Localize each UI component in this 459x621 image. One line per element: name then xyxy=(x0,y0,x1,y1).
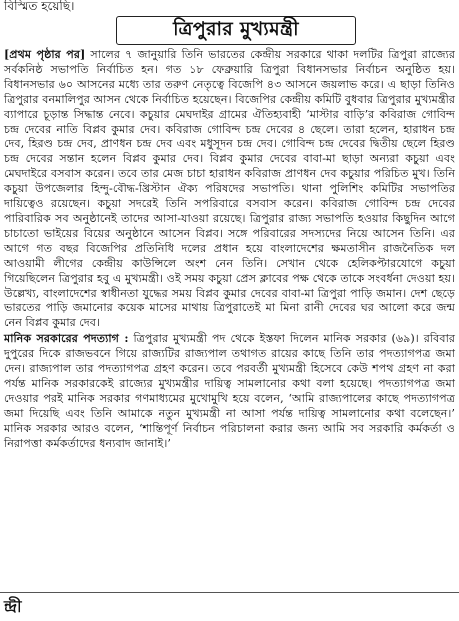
article-body xyxy=(4,47,455,451)
headline-text: ত্রিপুরার মুখ্যমন্ত্রী xyxy=(173,17,299,40)
next-article-cutoff xyxy=(0,592,459,616)
section-subhead: মানিক সরকারের পদত্যাগ : xyxy=(4,331,129,346)
paragraph-1-text: সালের ৭ জানুয়ারি তিনি ভারতের কেন্দ্রীয় সরকারে থাকা দলটির ত্রিপুরা রাজ্যের সর্বকনিষ্ঠ সভাপতি নির্বাচিত হন। গত ১৮ ফেব্রুয়ারি ত্রিপুরা বিধানসভার নির্বাচন অনুষ্ঠিত হয়। বিধানসভার ৬০ আসনের মধ্যে তার তরুণ নেতৃত্বে বিজেপি ৪৩ আসনে জয়লাভ করে। এ ছাড়া তিনিও ত্রিপুরার বনমালিপুর আসন থেকে নির্বাচিত হয়েছেন। বিজেপির কেন্দ্রীয় কমিটি বুধবার ত্রিপুরার মুখ্যমন্ত্রীর ব্যাপারে চূড়ান্ত সিদ্ধান্ত নেবে। কচুয়ার মেঘদাইর গ্রামের ঐতিহ্যবাহী ‘মাস্টার বাড়ি’র কবিরাজ গোবিন্দ চন্দ্র দেবের নাতি বিপ্লব কুমার দেব। কবিরাজ গোবিন্দ চন্দ্র দেবের ৪ ছেলে। তারা হলেন, হারাধন চন্দ্র দেব, হিরণ্ড চন্দ্র দেব, প্রাণধন চন্দ্র দেব এবং মধুসূদন চন্দ্র দেব। গোবিন্দ চন্দ্র দেবের দ্বিতীয় ছেলে হিরণ্ড চন্দ্র দেবের সন্তান হলেন বিপ্লব কুমার দেব। বিপ্লব কুমার দেবের বাবা-মা ছাড়া অন্যরা কচুয়া এবং মেঘদাইরে বসবাস করেন। তবে তার মেজ চাচা হারাধন কবিরাজ প্রাণধন দেব কচুয়ার পরিচিত মুখ। তিনি কচুয়া উপজেলার হিন্দু-বৌদ্ধ-খ্রিস্টান ঐক্য পরিষদের সভাপতি। থানা পুলিশিং কমিটির সভাপতির দায়িত্বেও রয়েছেন। কচুয়া সদরেই তিনি সপরিবারে বসবাস করেন। কবিরাজ গোবিন্দ চন্দ্র দেবের পারিবারিক সব অনুষ্ঠানেই তাদের আসা-যাওয়া রয়েছে। ত্রিপুরার রাজ্য সভাপতি হওয়ার কিছুদিন আগে চাচাতো ভাইয়ের বিয়ের অনুষ্ঠানে আসেন বিপ্লব। সঙ্গে পরিবারের সদস্যদের নিয়ে আসেন তিনি। এর আগে গত বছর বিজেপির প্রতিনিধি দলের প্রধান হয়ে বাংলাদেশের ক্ষমতাসীন রাজনৈতিক দল আওয়ামী লীগের কেন্দ্রীয় কাউন্সিলে অংশ নেন তিনি। সেখান থেকে হেলিকপ্টারযোগে কচুয়া গিয়েছিলেন ত্রিপুরার হবু এ মুখ্যমন্ত্রী। ওই সময় কচুয়া প্রেস ক্লাবের পক্ষ থেকে তাকে সংবর্ধনা দেওয়া হয়। উল্লেখ্য, বাংলাদেশের স্বাধীনতা যুদ্ধের সময় বিপ্লব কুমার দেবের বাবা-মা ত্রিপুরা পাড়ি জমান। দেশ ছেড়ে ভারতের পাড়ি জমানোর কয়েক মাসের মাথায় ত্রিপুরাতেই মা মিনা রানী দেবের ঘর আলো করে জন্ম নেন বিপ্লব কুমার দেব। xyxy=(4,48,455,330)
divider-line xyxy=(0,592,459,593)
article-paragraph-2 xyxy=(4,331,455,451)
continuation-label: [প্রথম পৃষ্ঠার পর] xyxy=(4,47,86,61)
cutoff-headline-fragment: ন্দ্রী xyxy=(4,597,24,616)
paragraph-2-text: ত্রিপুরার মুখ্যমন্ত্রী পদ থেকে ইস্তফা দিলেন মানিক সরকার (৬৯)। রবিবার দুপুরের দিকে রাজভবনে গিয়ে রাজ্যটির রাজ্যপাল তথাগত রায়ের কাছে তিনি তার পদত্যাগপত্র জমা দেন। রাজ্যপাল তার পদত্যাগপত্র গ্রহণ করেন। তবে পরবর্তী মুখ্যমন্ত্রী হিসেবে কেউ শপথ গ্রহণ না করা পর্যন্ত মানিক সরকারকেই রাজ্যের মুখ্যমন্ত্রীর দায়িত্ব সামলানোর কথা বলা হয়েছে। পদত্যাগপত্র জমা দেওয়ার পরই মানিক সরকার গণমাধ্যমের মুখোমুখি হয়ে বলেন, ‘আমি রাজ্যপালের কাছে পদত্যাগপত্র জমা দিয়েছি এবং তিনি আমাকে নতুন মুখ্যমন্ত্রী না আসা পর্যন্ত দায়িত্ব সামলানোর কথা বলেছেন।’ মানিক সরকার আরও বলেন, ‘শান্তিপূর্ণ নির্বাচন পরিচালনা করার জন্য আমি সব সরকারি কর্মকর্তা ও নিরাপত্তা কর্মকর্তাদের ধন্যবাদ জানাই।’ xyxy=(4,332,455,450)
article-paragraph-1 xyxy=(4,47,455,331)
previous-article-tail: বিস্মিত হয়েছি। xyxy=(4,0,75,13)
article-headline xyxy=(116,16,356,45)
